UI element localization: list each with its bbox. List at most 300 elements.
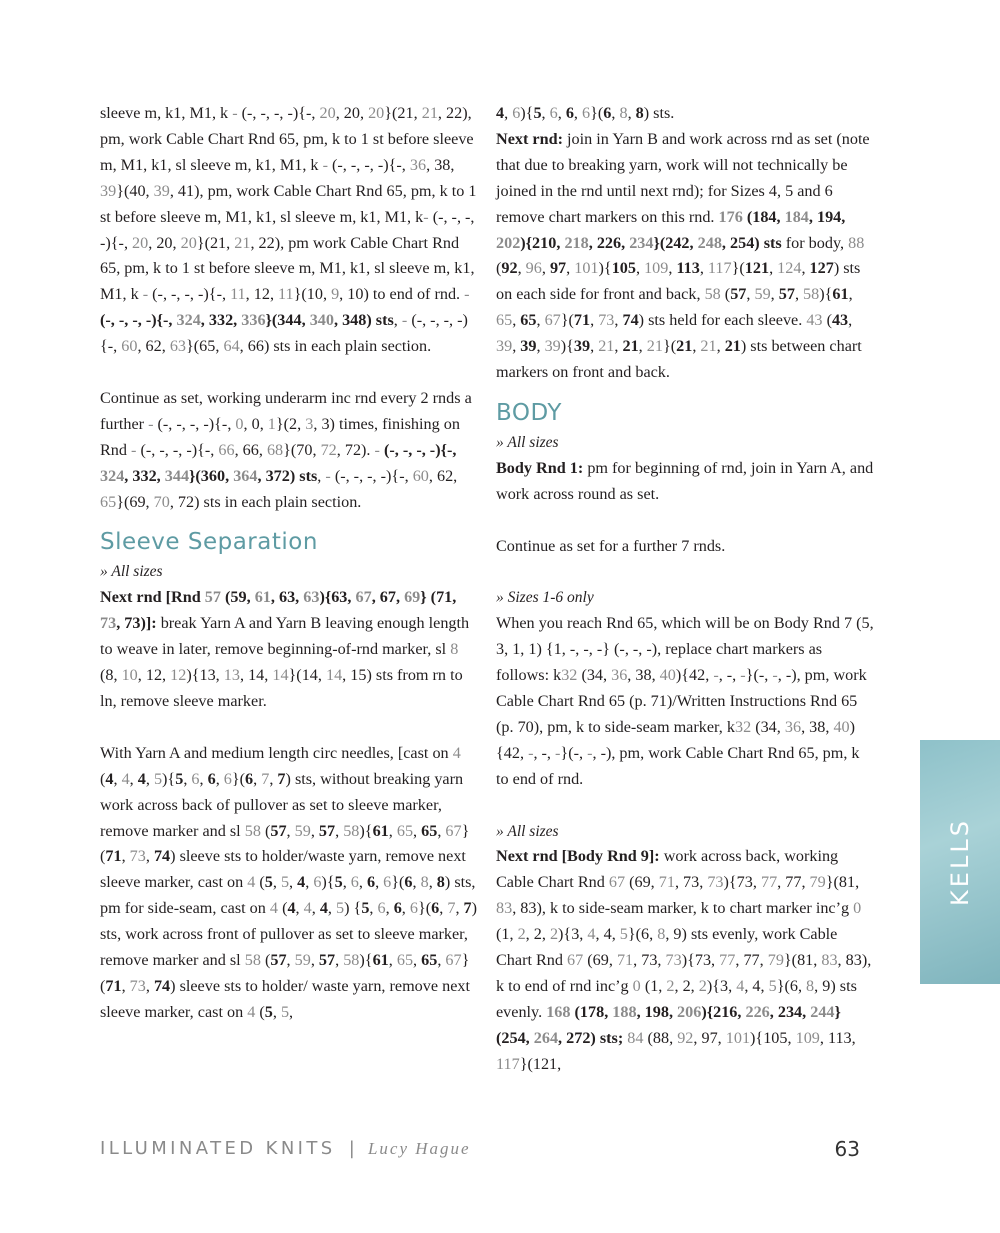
size-number: 67: [445, 821, 462, 840]
text-run: ,: [289, 1002, 294, 1021]
text-run: ,: [269, 769, 278, 788]
text-run: , 38,: [426, 155, 455, 174]
text-run: (59,: [220, 588, 255, 607]
text-run: , 73,: [674, 873, 708, 892]
text-run: ,: [848, 311, 853, 330]
text-run: , 72).: [336, 440, 375, 459]
text-run: }(360,: [189, 466, 234, 485]
paragraph-underarm-inc: [100, 101, 478, 360]
text-run: }(70,: [283, 440, 321, 459]
text-run: ,: [573, 104, 583, 122]
text-run: (: [255, 873, 265, 892]
text-run: Next rnd [Body Rnd 9]:: [496, 847, 660, 866]
text-run: 5: [175, 769, 184, 788]
text-run: ,: [517, 259, 526, 278]
size-number: 58: [704, 285, 721, 304]
text-run: , 12,: [137, 666, 171, 685]
text-run: (34,: [751, 717, 785, 736]
text-run: ,: [668, 259, 677, 278]
text-run: (184,: [742, 207, 785, 226]
text-run: join in Yarn B and work across rnd as set (note that due to breaking yarn, work will not technically be joined in the rnd until next rnd); for Sizes 4, 5 and 6 remove chart markers on this rnd.: [496, 129, 870, 226]
text-run: 21: [676, 337, 693, 356]
size-number: 9: [331, 285, 340, 304]
text-run: ,: [121, 976, 130, 995]
text-run: , 2,: [525, 925, 550, 944]
text-run: ) sts, pm for side-seam, cast on: [100, 873, 476, 918]
text-run: ){: [162, 769, 176, 788]
size-number: 20: [180, 233, 197, 252]
text-run: pm for beginning of rnd, join in Yarn A, and work across round as set.: [496, 458, 874, 503]
size-number: 73: [598, 311, 615, 330]
text-run: 71: [105, 847, 122, 866]
size-number: 1: [267, 414, 276, 433]
text-run: ){: [819, 285, 833, 304]
size-number: 36: [784, 717, 802, 736]
size-number: 67: [608, 873, 626, 892]
text-run: for body,: [781, 233, 849, 252]
text-run: , 83), k to side-seam marker, k to chart marker inc’g: [512, 899, 854, 918]
text-run: (-, -, -, -){-,: [383, 440, 457, 459]
size-number: 20: [319, 104, 336, 122]
text-run: ,: [401, 899, 410, 918]
text-run: }(69,: [116, 492, 154, 511]
size-number: 0: [853, 899, 862, 918]
chapter-side-tab: [920, 740, 1000, 984]
text-run: ,: [342, 873, 351, 892]
text-run: ) sts between chart markers on front and back.: [496, 337, 862, 382]
text-run: 57: [730, 285, 747, 304]
footer-separator: |: [348, 1138, 355, 1159]
size-number: 79: [767, 951, 784, 970]
text-run: , 73)]:: [116, 614, 157, 633]
text-run: , 332,: [200, 311, 242, 330]
size-number: -: [325, 466, 331, 485]
text-run: break Yarn A and Yarn B leaving enough length to weave in later, remove beginning-of-rnd marker, sl: [100, 614, 470, 659]
text-run: }(242,: [653, 233, 698, 252]
text-run: ,: [590, 311, 599, 330]
text-run: , 20,: [335, 104, 369, 122]
size-number: 59: [294, 821, 311, 840]
size-number: 7: [261, 769, 270, 788]
text-run: , 72) sts in each plain section.: [169, 492, 362, 511]
text-run: sleeve m, k1, M1, k: [100, 104, 233, 122]
text-run: 7: [463, 899, 472, 918]
size-number: 12: [170, 666, 187, 685]
size-number: 340: [309, 311, 334, 330]
text-run: ,: [388, 951, 397, 970]
text-run: }(21,: [384, 104, 422, 122]
size-number: 176: [718, 207, 743, 226]
text-run: ) sts.: [643, 104, 675, 122]
size-number: 124: [777, 259, 802, 278]
text-run: }(: [100, 951, 470, 995]
text-run: ,: [113, 769, 122, 788]
size-number: 20: [132, 233, 149, 252]
text-run: (: [278, 899, 288, 918]
text-run: , 38,: [801, 717, 834, 736]
text-run: , 73,: [633, 951, 666, 970]
text-run: ,: [358, 873, 367, 892]
size-number: 6: [582, 104, 591, 122]
size-number: 67: [567, 951, 584, 970]
text-run: , 12,: [245, 285, 279, 304]
size-number: 218: [564, 233, 589, 252]
text-run: ) sleeve sts to holder/ waste yarn, remove next sleeve marker, cast on: [100, 976, 470, 1021]
size-number: -: [772, 666, 778, 685]
text-run: (69,: [583, 951, 617, 970]
size-number: 226: [745, 1002, 770, 1021]
size-number: 10: [121, 666, 138, 685]
text-run: Next rnd [Rnd: [100, 588, 205, 607]
size-number: 32: [561, 666, 578, 685]
text-run: ,: [289, 873, 298, 892]
text-run: (-, -, -, -){-,: [100, 207, 475, 252]
paragraph-next-rnd: [100, 585, 478, 715]
text-run: 6: [245, 769, 254, 788]
text-run: ){63,: [319, 588, 356, 607]
text-run: Continue as set for a further 7 rnds.: [496, 536, 726, 555]
text-run: ) sts on each side for front and back,: [496, 259, 861, 304]
size-number: 6: [313, 873, 322, 892]
size-number: -: [555, 743, 561, 762]
text-run: ,: [541, 259, 550, 278]
text-run: ,: [455, 899, 464, 918]
text-run: (-, -, -, -){-,: [148, 285, 231, 304]
text-run: ,: [428, 873, 437, 892]
size-number: 65: [396, 821, 414, 840]
text-run: (-, -, -, -){-,: [100, 311, 468, 356]
text-run: }(254,: [496, 1002, 841, 1047]
text-run: (34,: [577, 666, 612, 685]
text-run: ){3,: [706, 976, 737, 995]
text-run: 5: [264, 1002, 273, 1021]
text-run: ,: [215, 769, 224, 788]
text-run: ,: [145, 769, 154, 788]
text-run: 6: [366, 873, 376, 892]
text-run: (69,: [625, 873, 659, 892]
text-run: (: [496, 259, 502, 278]
text-run: 6: [565, 104, 574, 122]
text-run: ,: [369, 899, 378, 918]
text-run: , 234,: [769, 1002, 811, 1021]
text-run: (-, -, -, -){-,: [100, 311, 177, 330]
size-number: 117: [707, 259, 732, 278]
text-run: 6: [404, 873, 413, 892]
text-run: (: [255, 1002, 265, 1021]
size-number: 68: [266, 440, 284, 459]
text-run: , 194,: [808, 207, 846, 226]
text-run: 61: [832, 285, 849, 304]
size-number: 324: [100, 466, 125, 485]
size-number: -: [131, 440, 137, 459]
paragraph-next-rnd-join-yarn-b: [496, 127, 874, 386]
text-run: ,: [627, 104, 636, 122]
size-number: 248: [697, 233, 722, 252]
text-run: 4: [297, 873, 306, 892]
size-number: 6: [191, 769, 200, 788]
size-number: 73: [665, 951, 682, 970]
text-run: 57: [318, 821, 336, 840]
size-number: 21: [421, 104, 438, 122]
text-run: , 254) sts: [721, 233, 782, 252]
size-number: 8: [619, 104, 628, 122]
text-run: }(81,: [783, 951, 822, 970]
size-number: 60: [121, 337, 138, 356]
size-number: 71: [658, 873, 675, 892]
text-run: ,: [512, 311, 521, 330]
text-run: ){210,: [520, 233, 565, 252]
text-run: (8,: [100, 666, 122, 685]
text-run: (-, -, -, -){-,: [153, 414, 236, 433]
text-run: }(6,: [627, 925, 658, 944]
text-run: 4: [287, 899, 296, 918]
size-number: 6: [350, 873, 359, 892]
text-run: , 83), k to end of rnd inc’g: [496, 951, 872, 995]
text-run: ,: [699, 259, 708, 278]
size-number: 3: [305, 414, 314, 433]
text-run: ,: [801, 259, 810, 278]
text-run: 92: [501, 259, 518, 278]
size-number: 8: [420, 873, 429, 892]
size-number: 67: [355, 588, 372, 607]
text-run: 71: [573, 311, 591, 330]
text-run: 127: [809, 259, 834, 278]
text-run: ,: [566, 259, 575, 278]
size-number: 184: [784, 207, 809, 226]
text-run: 4: [105, 769, 114, 788]
text-run: ,: [183, 769, 192, 788]
size-number: 36: [611, 666, 628, 685]
size-number: 64: [223, 337, 240, 356]
text-run: }(6,: [776, 976, 807, 995]
text-run: }(: [590, 104, 604, 122]
text-run: }(40,: [116, 181, 154, 200]
text-run: , 67,: [371, 588, 405, 607]
size-number: 4: [269, 899, 279, 918]
text-run: , 9) sts evenly, work Cable Chart Rnd: [496, 925, 838, 970]
size-number: 58: [343, 951, 360, 970]
text-run: }(: [231, 769, 246, 788]
text-run: }(10,: [293, 285, 332, 304]
text-run: 7: [277, 769, 286, 788]
size-number: 0: [632, 976, 641, 995]
size-number: 109: [644, 259, 669, 278]
right-column: [496, 101, 874, 1078]
text-run: 4: [319, 899, 328, 918]
size-number: 40: [659, 666, 676, 685]
size-number: 21: [700, 337, 717, 356]
text-run: , 4,: [595, 925, 620, 944]
text-run: }(14,: [288, 666, 326, 685]
text-run: ){42,: [496, 717, 856, 762]
size-number: 21: [598, 337, 615, 356]
size-number: 7: [447, 899, 456, 918]
size-number: 264: [533, 1028, 559, 1047]
text-run: }(21,: [196, 233, 235, 252]
size-number: 66: [218, 440, 235, 459]
text-run: ) sts held for each sleeve.: [638, 311, 807, 330]
text-run: ) sleeve sts to holder/waste yarn, remove next sleeve marker, cast on: [100, 847, 466, 892]
text-run: ,: [590, 337, 599, 356]
text-run: 71: [105, 976, 122, 995]
text-run: , 66) sts in each plain section.: [239, 337, 432, 356]
text-run: ,: [412, 873, 421, 892]
text-run: }(: [391, 873, 405, 892]
size-number: 168: [546, 1002, 571, 1021]
text-run: 74: [153, 976, 171, 995]
size-number: -: [148, 414, 154, 433]
text-run: ,: [536, 337, 545, 356]
text-run: ,: [385, 899, 394, 918]
text-run: }(: [731, 259, 745, 278]
size-number: 109: [795, 1028, 820, 1047]
size-number: 8: [657, 925, 666, 944]
size-number: 5: [280, 1002, 290, 1021]
size-number: 39: [153, 181, 170, 200]
size-number: 14: [325, 666, 343, 685]
text-run: , 77,: [777, 873, 810, 892]
text-run: ,: [253, 769, 262, 788]
size-number: 20: [368, 104, 385, 122]
size-number: 6: [377, 899, 386, 918]
text-run: 105: [611, 259, 636, 278]
size-number: 21: [234, 233, 251, 252]
text-run: ,: [272, 1002, 281, 1021]
text-run: ,: [199, 769, 208, 788]
size-number: 202: [496, 233, 521, 252]
size-number: 101: [725, 1028, 751, 1047]
size-number: 4: [121, 769, 130, 788]
size-number: 65: [100, 492, 117, 511]
size-number: 67: [544, 311, 561, 330]
text-run: , 332,: [124, 466, 165, 485]
size-number: 6: [549, 104, 558, 122]
size-number: 0: [235, 414, 244, 433]
text-run: (-, -, -, -){-,: [136, 440, 219, 459]
text-run: , 15) sts from rn to ln, remove sleeve marker.: [100, 666, 463, 711]
text-run: , 14,: [239, 666, 273, 685]
text-run: (1,: [496, 925, 518, 944]
text-run: With Yarn A and medium length circ needles, [cast on: [100, 743, 453, 762]
size-number: 40: [833, 717, 850, 736]
text-run: , 97,: [693, 1028, 726, 1047]
text-run: , 348) sts: [333, 311, 394, 330]
size-number: -: [713, 666, 719, 685]
text-run: 8: [436, 873, 445, 892]
text-run: 21: [622, 337, 639, 356]
text-run: }(: [100, 821, 470, 866]
text-run: ){216,: [701, 1002, 746, 1021]
text-run: 6: [431, 899, 440, 918]
size-number: 83: [821, 951, 838, 970]
text-run: ){73,: [723, 873, 761, 892]
size-number: 73: [129, 847, 146, 866]
text-run: ,: [335, 821, 344, 840]
size-number: 117: [496, 1054, 520, 1073]
size-number: 6: [409, 899, 418, 918]
size-number: 83: [496, 899, 513, 918]
text-run: (-, -, -, -){-,: [327, 155, 410, 174]
text-run: ,: [536, 311, 545, 330]
size-number: 32: [734, 717, 752, 736]
size-number: 4: [303, 899, 312, 918]
size-number: 8: [450, 640, 459, 659]
size-number: 59: [294, 951, 311, 970]
paragraph-continue-as-set: [100, 386, 478, 516]
size-number: 63: [303, 588, 320, 607]
text-run: 4: [496, 104, 505, 122]
text-run: ,: [437, 951, 446, 970]
text-run: }(: [417, 899, 432, 918]
text-run: ) sts, work across front of pullover as set to sleeve marker, remove marker and sl: [100, 899, 478, 970]
text-run: ){42,: [675, 666, 714, 685]
size-number: 364: [233, 466, 258, 485]
section-heading-body: BODY: [496, 399, 562, 426]
text-run: 74: [153, 847, 171, 866]
text-run: ){13,: [186, 666, 224, 685]
size-number: 344: [164, 466, 190, 485]
size-number: 324: [176, 311, 201, 330]
text-run: ){105,: [750, 1028, 796, 1047]
text-run: 65: [421, 821, 438, 840]
paragraph-continue-7-rnds: [496, 534, 874, 560]
text-run: , 41), pm, work Cable Chart Rnd 65, pm, k to 1 st before sleeve m, M1, k1, sl sleeve m, k1, M1, k: [100, 181, 477, 226]
text-run: ,: [121, 847, 130, 866]
size-number: 58: [244, 821, 261, 840]
size-number: -: [464, 285, 470, 304]
size-number: 73: [100, 614, 117, 633]
size-number: -: [423, 207, 429, 226]
text-run: ){: [598, 259, 612, 278]
text-run: When you reach Rnd 65, which will be on Body Rnd 7 (5, 3, 1, 1) {1, -, -, -} (-, -, -), replace chart markers as follows: k: [496, 614, 874, 685]
size-number: 92: [677, 1028, 694, 1047]
text-run: 5: [361, 899, 370, 918]
text-run: ,: [716, 337, 725, 356]
text-run: , -), pm, work Cable Chart Rnd 65 (p. 71)/Written Instructions Rnd 65 (p. 70), pm, k to side-seam marker, k: [496, 666, 867, 736]
text-run: , 4,: [744, 976, 769, 995]
text-run: ,: [317, 466, 326, 485]
size-number: 4: [587, 925, 596, 944]
size-number: 58: [244, 951, 261, 970]
text-run: ) sts, without breaking yarn work across back of pullover as set to sleeve marker, remove marker and sl: [100, 769, 464, 840]
text-run: ,: [614, 337, 623, 356]
size-number: 58: [803, 285, 820, 304]
text-run: , -,: [533, 743, 556, 762]
paragraph-with-yarn-a: [100, 741, 478, 1026]
text-run: Continue as set, working underarm inc rnd every 2 rnds a further: [100, 388, 472, 433]
size-number: 84: [627, 1028, 644, 1047]
text-run: , -), pm, work Cable Chart Rnd 65, pm, k to end of rnd.: [496, 743, 860, 788]
text-run: , 63,: [270, 588, 304, 607]
text-run: (: [260, 951, 271, 970]
size-number: 244: [810, 1002, 835, 1021]
size-number: 96: [525, 259, 542, 278]
text-run: ,: [746, 285, 755, 304]
size-number: 5: [153, 769, 163, 788]
text-run: ,: [635, 259, 645, 278]
text-run: ){73,: [681, 951, 720, 970]
text-run: (: [100, 769, 106, 788]
text-run: 113: [676, 259, 700, 278]
text-run: 21: [724, 337, 741, 356]
text-run: ,: [305, 873, 314, 892]
text-run: ,: [295, 899, 304, 918]
paragraph-body-rnd-1: [496, 456, 874, 508]
size-number: 4: [247, 873, 256, 892]
size-number: 188: [612, 1002, 637, 1021]
size-number: 57: [204, 588, 221, 607]
text-run: ,: [388, 821, 397, 840]
